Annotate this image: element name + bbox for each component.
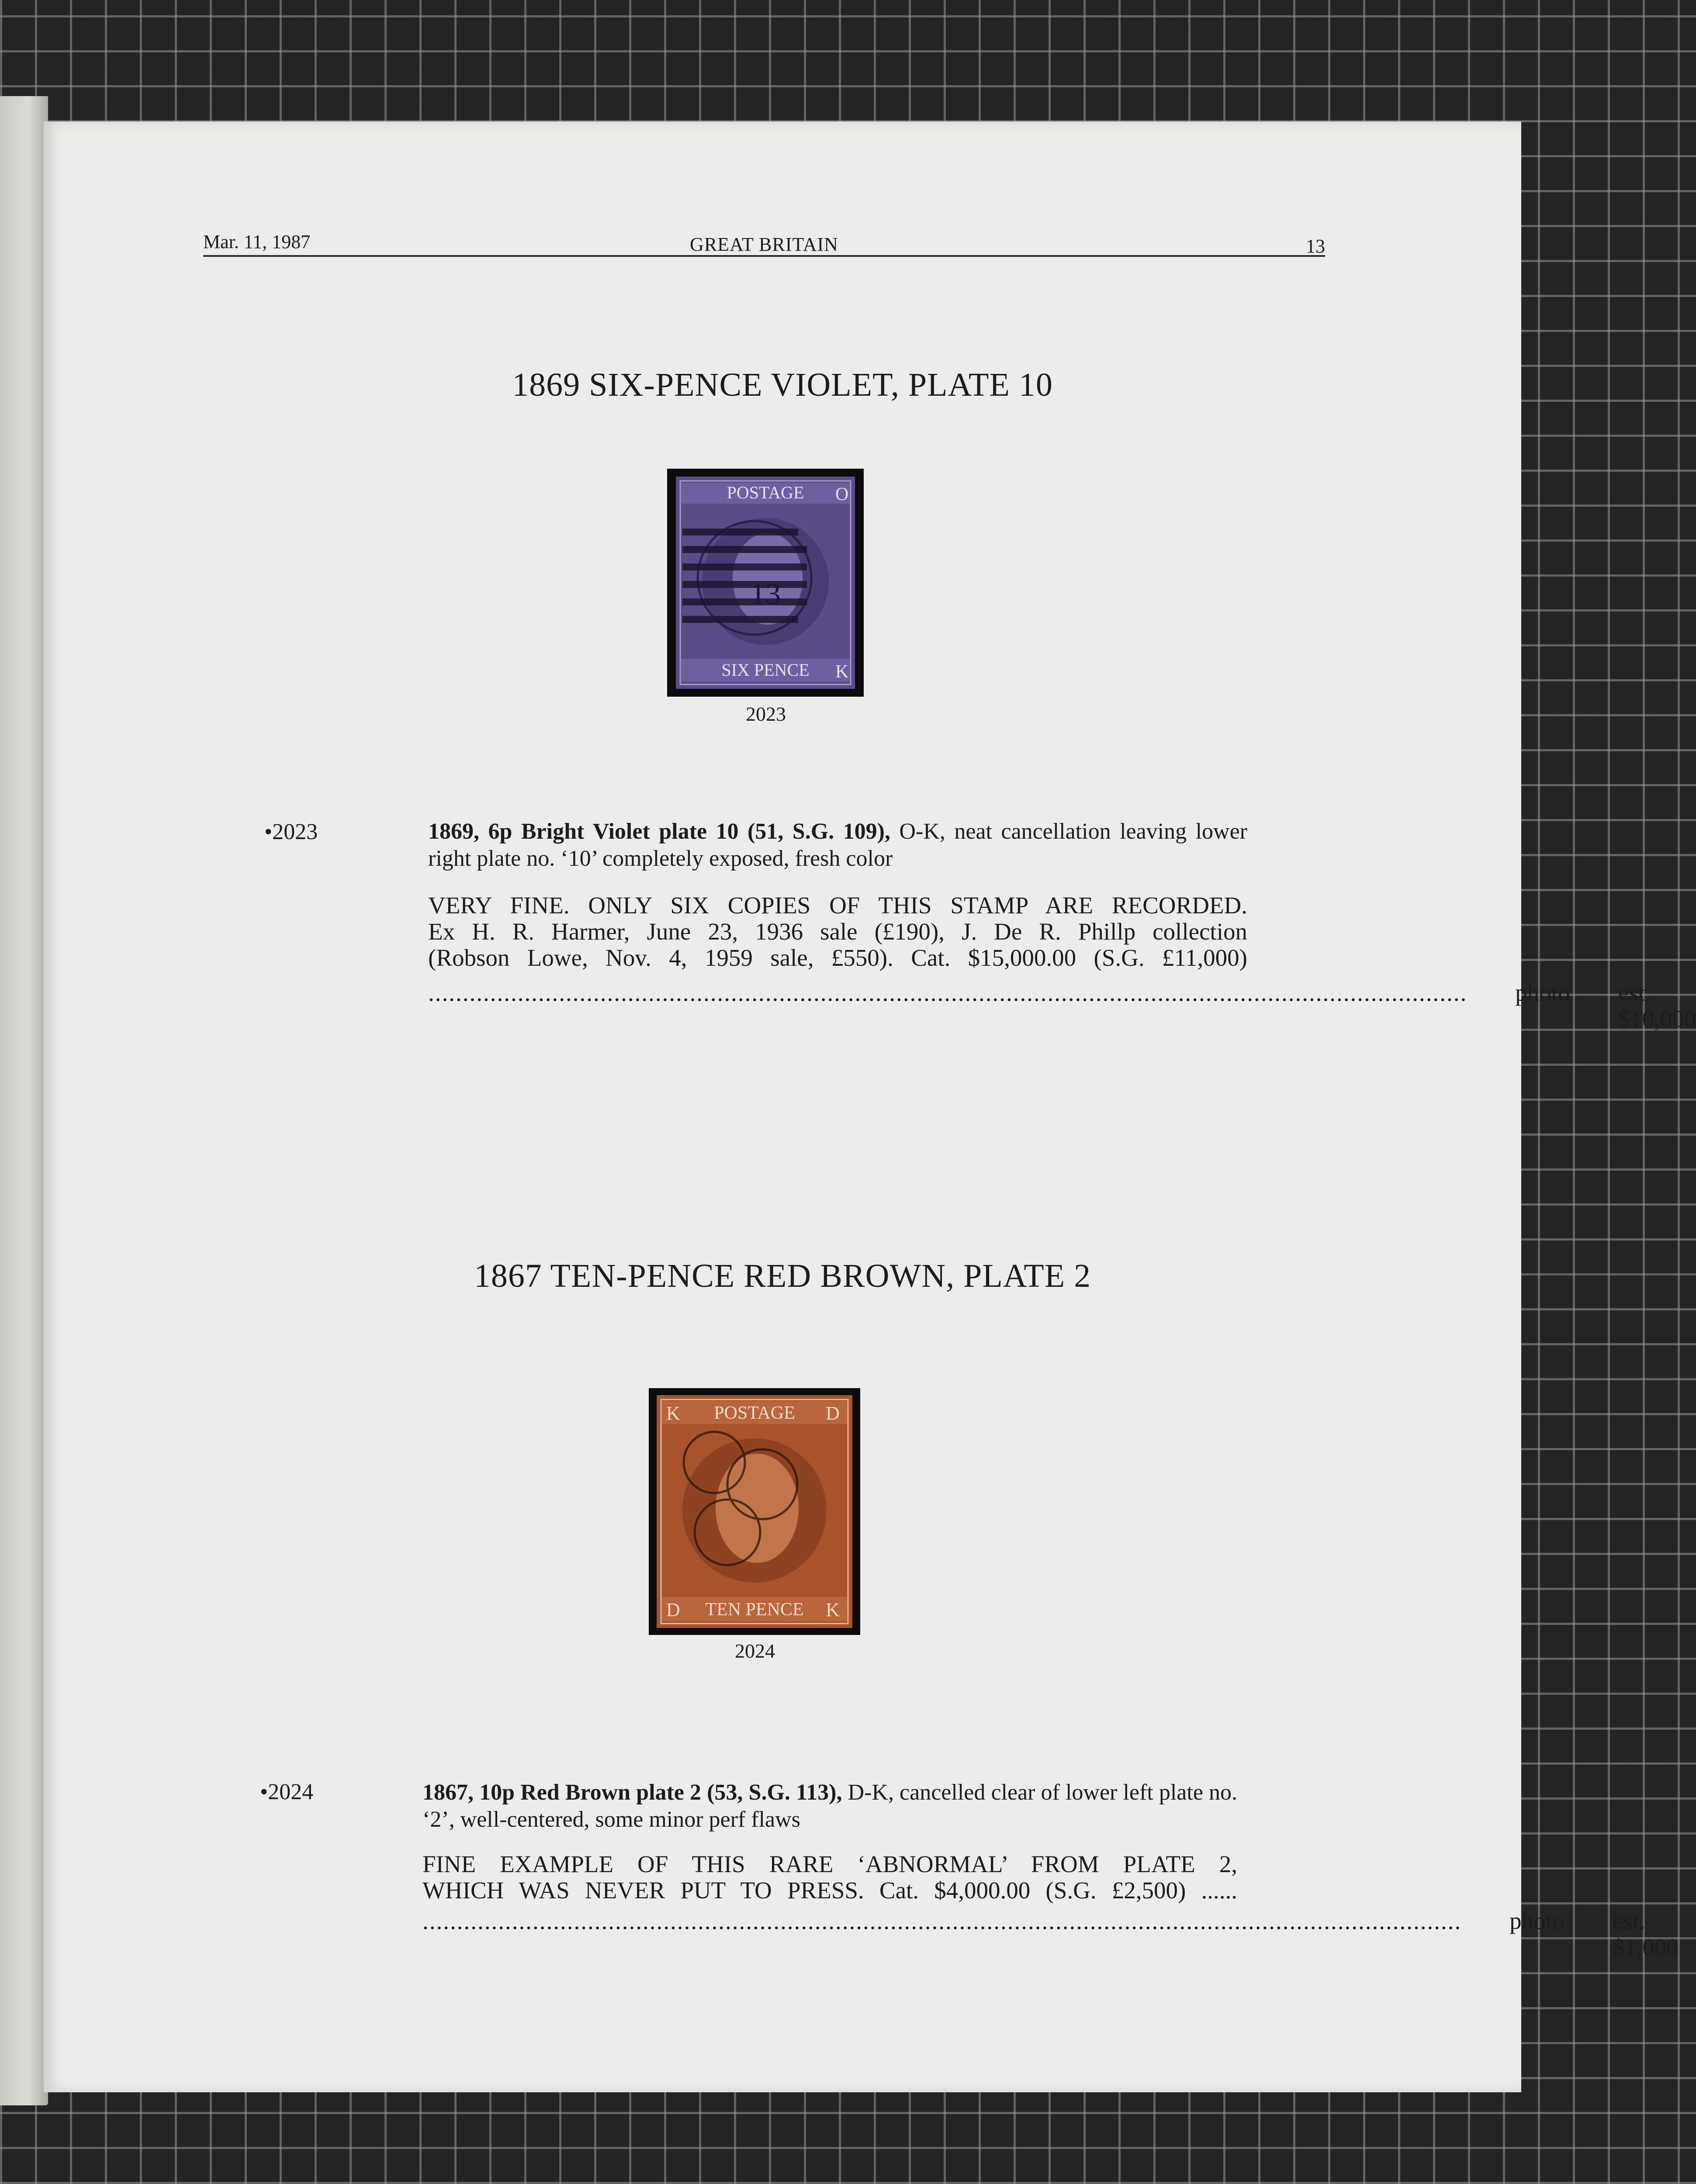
lot-note <box>428 892 1247 971</box>
photo-link[interactable]: photo <box>1515 979 1570 1006</box>
stamp-caption: 2023 <box>746 703 786 725</box>
lot-price-row <box>422 1908 1679 1960</box>
stamp-2024-illustration <box>649 1388 860 1635</box>
lot-note-line: VERY FINE. ONLY SIX COPIES OF THIS STAMP ARE RECORDED. <box>428 892 1247 919</box>
dot-leader: ....................................................................................................................................................... <box>428 979 1468 1006</box>
dot-leader: ....................................................................................................................................................... <box>422 1908 1462 1934</box>
section-title: 1869 SIX-PENCE VIOLET, PLATE 10 <box>512 366 1053 403</box>
stamp-2023-illustration <box>667 469 864 697</box>
lot-note-line: FINE EXAMPLE OF THIS RARE ‘ABNORMAL’ FROM PLATE 2, <box>422 1851 1237 1877</box>
section-title: 1867 TEN-PENCE RED BROWN, PLATE 2 <box>474 1258 1091 1294</box>
svg-text:D: D <box>666 1599 680 1621</box>
lot-number: •2024 <box>260 1780 314 1804</box>
svg-text:K: K <box>666 1403 680 1424</box>
facing-page-edge <box>0 96 48 2105</box>
lot-note-line: WHICH WAS NEVER PUT TO PRESS. Cat. $4,000.00 (S.G. £2,500) ...... <box>422 1877 1237 1904</box>
corner-letter-top: O <box>835 484 849 505</box>
running-header <box>203 231 1325 257</box>
corner-letter-bottom: K <box>835 662 849 682</box>
stamp-top-text: POSTAGE <box>714 1403 795 1423</box>
stamp-image-2023[interactable] <box>667 469 864 697</box>
stamp-top-text: POSTAGE <box>727 483 804 502</box>
catalog-page <box>44 121 1696 2092</box>
stamp-bottom-text: SIX PENCE <box>721 660 810 680</box>
stamp-caption: 2024 <box>735 1640 775 1662</box>
lot-heading: 1869, 6p Bright Violet plate 10 (51, S.G. 109), <box>428 819 890 844</box>
corner-letter-top: D <box>826 1403 840 1424</box>
lot-note-line: Ex H. R. Harmer, June 23, 1936 sale (£190), J. De R. Phillp collection <box>428 918 1247 945</box>
page-number: 13 <box>1306 235 1325 257</box>
photo-link[interactable]: photo <box>1509 1908 1564 1934</box>
lot-note-line: (Robson Lowe, Nov. 4, 1959 sale, £550). Cat. $15,000.00 (S.G. £11,000) <box>428 944 1247 971</box>
lot-number: •2023 <box>264 819 318 844</box>
lot-description <box>428 818 1247 872</box>
lot-price-row <box>428 979 1696 1032</box>
stamp-bottom-text: TEN PENCE <box>705 1600 804 1620</box>
header-country: GREAT BRITAIN <box>690 234 838 255</box>
stamp-image-2024[interactable] <box>649 1388 860 1635</box>
lot-details: D-K, cancelled clear of lower left plate no. ‘2’, well-centered, some minor perf flaws <box>422 1780 1237 1832</box>
svg-text:13: 13 <box>750 577 781 611</box>
corner-letter-bottom: K <box>826 1599 840 1621</box>
lot-estimate: est. $1,000 <box>1612 1908 1679 1960</box>
header-date: Mar. 11, 1987 <box>203 231 311 252</box>
lot-details: O-K, neat cancellation leaving lower right plate no. ‘10’ completely exposed, fresh color <box>428 819 1247 871</box>
lot-note <box>422 1851 1237 1904</box>
lot-heading: 1867, 10p Red Brown plate 2 (53, S.G. 113), <box>422 1780 842 1805</box>
lot-estimate: est. $10,000 <box>1618 979 1696 1032</box>
lot-description <box>422 1779 1237 1833</box>
